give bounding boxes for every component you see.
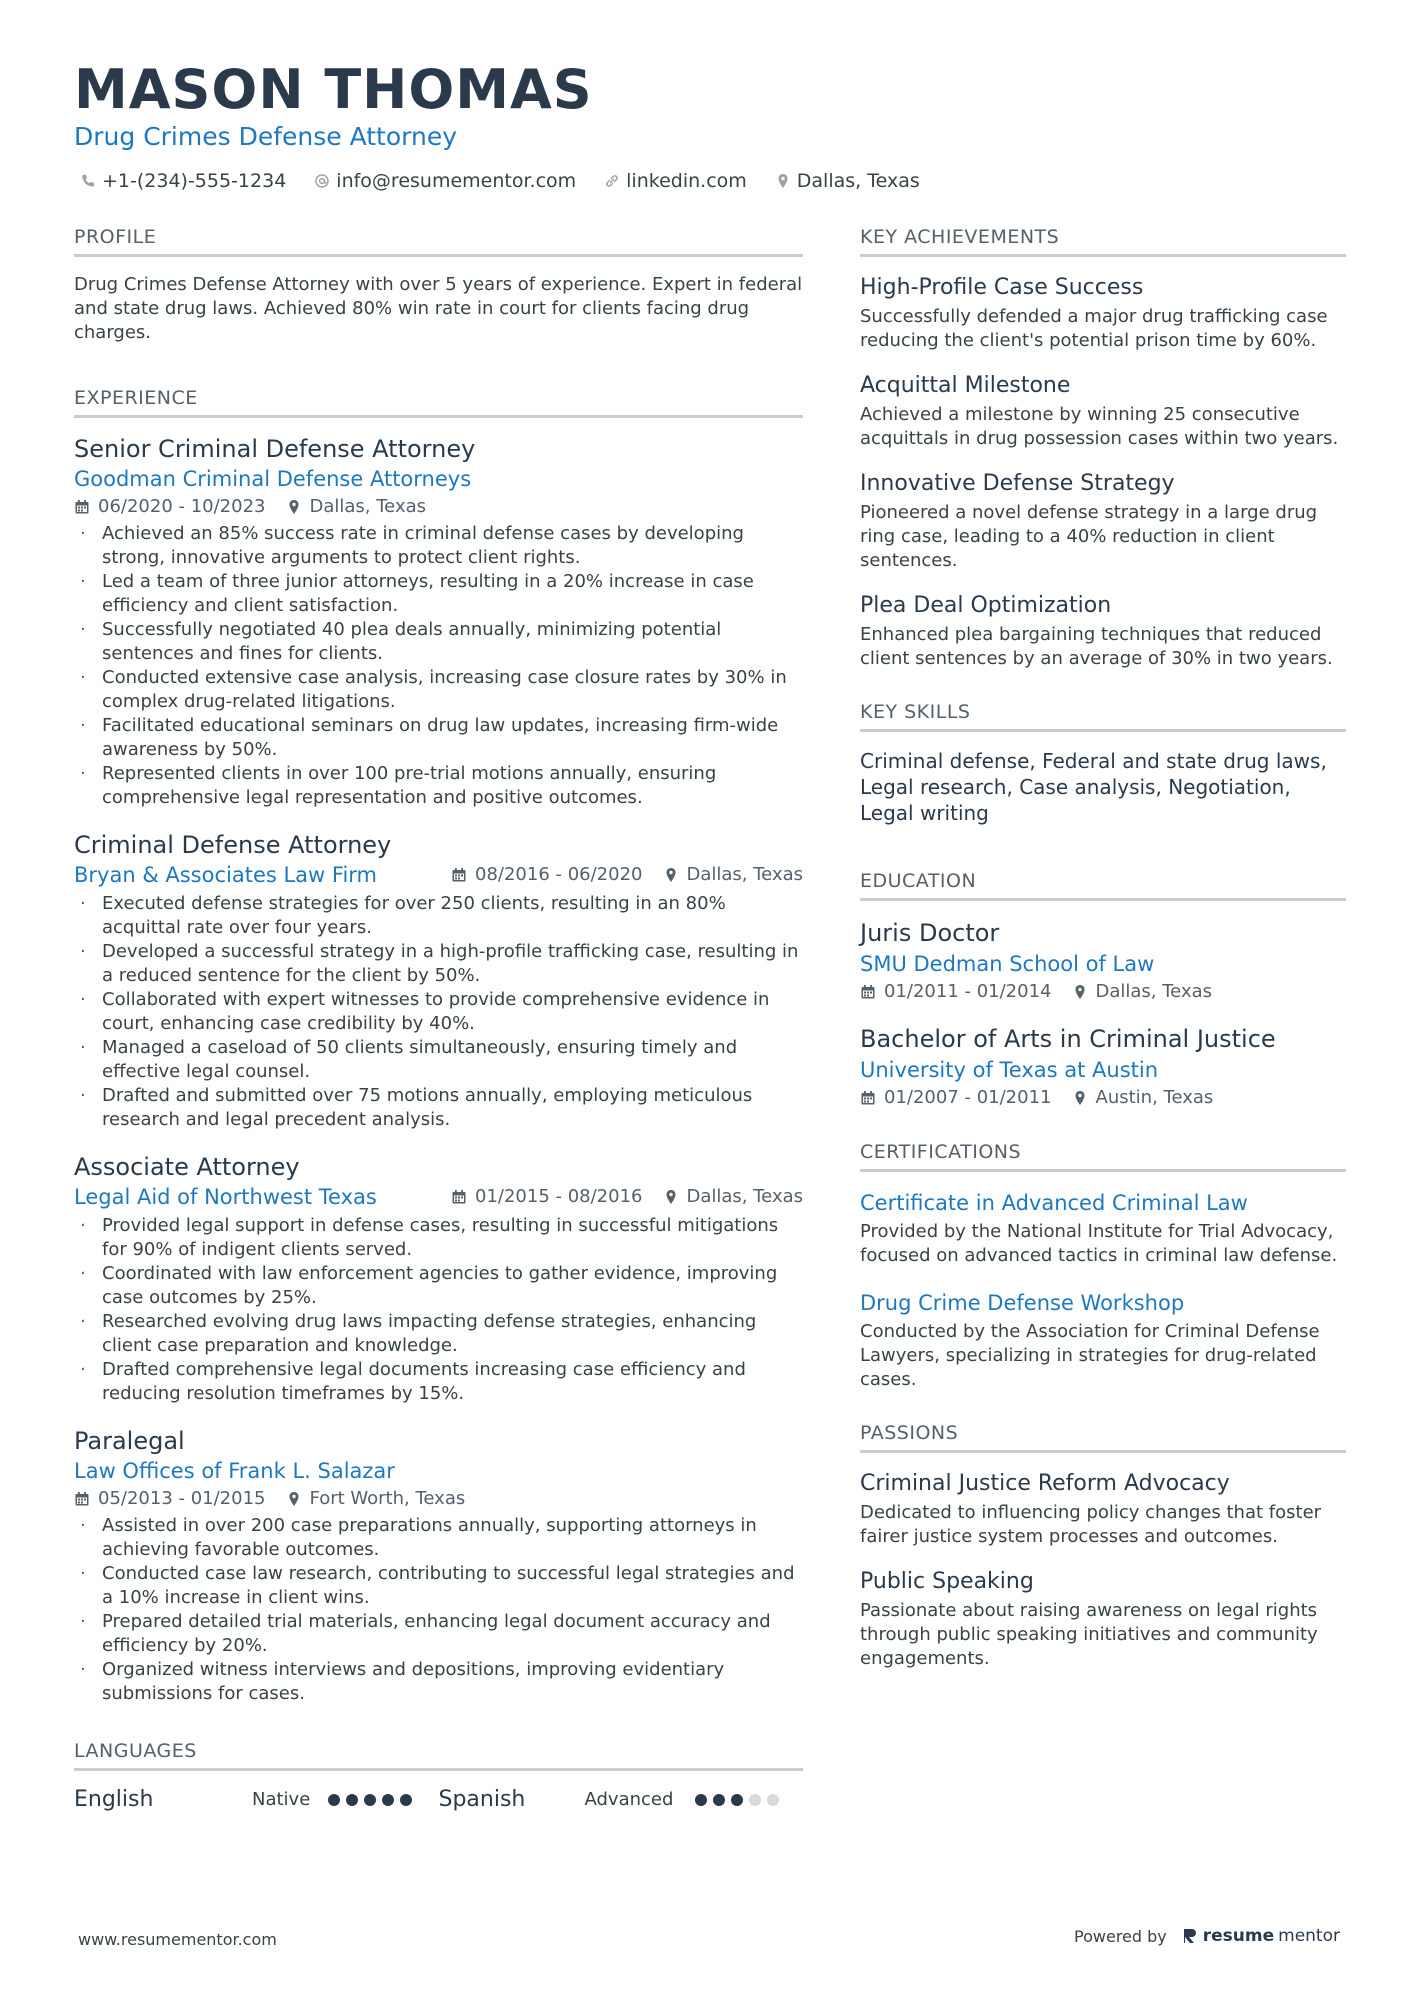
link-icon <box>604 173 620 189</box>
achievement-desc: Successfully defended a major drug trafficking case reducing the client's potential prison time by 60%. <box>860 306 1328 351</box>
section-heading: KEY SKILLS <box>860 701 1346 732</box>
rating-dot-filled <box>328 1794 340 1806</box>
achievement-item <box>860 273 1346 353</box>
location-text: Austin, Texas <box>1095 1087 1214 1108</box>
company-name: Legal Aid of Northwest Texas <box>74 1185 377 1209</box>
rating-dot-filled <box>731 1794 743 1806</box>
bullet-item: · Facilitated educational seminars on drug law updates, increasing firm-wide awareness by 50%. <box>74 714 803 762</box>
job-bullets <box>74 892 803 1132</box>
linkedin-text: linkedin.com <box>626 170 747 192</box>
calendar-icon <box>860 984 876 1000</box>
rating-dot-filled <box>695 1794 707 1806</box>
dates-text: 05/2013 - 01/2015 <box>98 1488 266 1509</box>
company-name: Law Offices of Frank L. Salazar <box>74 1459 395 1483</box>
achievement-desc: Achieved a milestone by winning 25 consecutive acquittals in drug possession cases within two years. <box>860 404 1339 449</box>
job-meta <box>74 1486 803 1512</box>
location-text: Dallas, Texas <box>309 496 426 517</box>
achievement-item <box>860 469 1346 573</box>
job-dates <box>451 862 643 888</box>
job-meta <box>451 862 803 888</box>
job-title: Senior Criminal Defense Attorney <box>74 435 476 463</box>
bullet-item: · Developed a successful strategy in a high-profile trafficking case, resulting in a reduced sentence for the client by 50%. <box>74 940 803 988</box>
job-entry <box>74 1426 803 1706</box>
language-level: Native <box>252 1789 311 1810</box>
language-level: Advanced <box>584 1789 674 1810</box>
job-dates <box>74 494 266 520</box>
rating-dot-filled <box>364 1794 376 1806</box>
location-text: Dallas, Texas <box>796 170 920 192</box>
job-dates <box>451 1184 643 1210</box>
passion-item <box>860 1567 1346 1671</box>
section-heading: EDUCATION <box>860 870 1346 901</box>
degree-title: Bachelor of Arts in Criminal Justice <box>860 1025 1276 1053</box>
job-entry <box>74 1152 803 1406</box>
location-text: Dallas, Texas <box>1095 981 1212 1002</box>
location-pin-icon <box>1072 984 1088 1000</box>
achievement-title: High-Profile Case Success <box>860 275 1144 300</box>
job-title: Associate Attorney <box>74 1153 300 1181</box>
bullet-item: · Collaborated with expert witnesses to provide comprehensive evidence in court, enhancing case credibility by 40%. <box>74 988 803 1036</box>
bullet-item: · Researched evolving drug laws impacting defense strategies, enhancing client case preparation and knowledge. <box>74 1310 803 1358</box>
bullet-item: · Organized witness interviews and depositions, improving evidentiary submissions for cases. <box>74 1658 803 1706</box>
edu-location <box>1072 1085 1214 1111</box>
language-item <box>439 1787 804 1812</box>
calendar-icon <box>74 499 90 515</box>
job-title: Criminal Defense Attorney <box>74 831 392 859</box>
rating-dot-filled <box>346 1794 358 1806</box>
certification-title: Certificate in Advanced Criminal Law <box>860 1191 1248 1215</box>
section-heading: LANGUAGES <box>74 1740 803 1771</box>
education-item <box>860 917 1346 1005</box>
right-column <box>860 226 1346 1689</box>
contact-location <box>775 170 920 192</box>
section-heading: PASSIONS <box>860 1422 1346 1453</box>
dates-text: 01/2007 - 01/2011 <box>884 1087 1052 1108</box>
bullet-item: · Managed a caseload of 50 clients simultaneously, ensuring timely and effective legal counsel. <box>74 1036 803 1084</box>
education-item <box>860 1023 1346 1111</box>
certifications-section <box>860 1141 1346 1392</box>
left-column <box>74 226 803 1812</box>
resumementor-logo-icon <box>1181 1927 1199 1945</box>
dates-text: 01/2011 - 01/2014 <box>884 981 1052 1002</box>
education-section <box>860 870 1346 1111</box>
job-title: Paralegal <box>74 1427 185 1455</box>
bullet-item: · Led a team of three junior attorneys, resulting in a 20% increase in case efficiency and client satisfaction. <box>74 570 803 618</box>
location-text: Fort Worth, Texas <box>309 1488 466 1509</box>
brand-bold-text: resume <box>1202 1926 1275 1946</box>
job-location <box>663 1184 804 1210</box>
location-pin-icon <box>286 1491 302 1507</box>
calendar-icon <box>74 1491 90 1507</box>
profile-section <box>74 226 803 345</box>
location-text: Dallas, Texas <box>686 1186 803 1207</box>
language-rating <box>695 1794 779 1806</box>
candidate-name: MASON THOMAS <box>74 58 593 121</box>
powered-by-text: Powered by <box>1074 1926 1167 1946</box>
bullet-item: · Represented clients in over 100 pre-trial motions annually, ensuring comprehensive legal representation and positive outcomes. <box>74 762 803 810</box>
footer-branding <box>1074 1926 1340 1946</box>
contact-phone[interactable] <box>80 170 286 192</box>
language-rating <box>328 1794 412 1806</box>
certification-desc: Conducted by the Association for Criminal Defense Lawyers, specializing in strategies for drug-related cases. <box>860 1321 1320 1390</box>
contact-bar <box>80 170 920 192</box>
passion-title: Criminal Justice Reform Advocacy <box>860 1471 1230 1496</box>
bullet-item: · Drafted comprehensive legal documents increasing case efficiency and reducing resolution timeframes by 15%. <box>74 1358 803 1406</box>
bullet-item: · Conducted case law research, contributing to successful legal strategies and a 10% increase in client wins. <box>74 1562 803 1610</box>
rating-dot-filled <box>400 1794 412 1806</box>
job-location <box>286 1486 466 1512</box>
footer-website[interactable]: www.resumementor.com <box>78 1930 277 1949</box>
bullet-item: · Executed defense strategies for over 250 clients, resulting in an 80% acquittal rate over four years. <box>74 892 803 940</box>
bullet-item: · Prepared detailed trial materials, enhancing legal document accuracy and efficiency by 20%. <box>74 1610 803 1658</box>
passion-item <box>860 1469 1346 1549</box>
passions-section <box>860 1422 1346 1671</box>
certification-desc: Provided by the National Institute for Trial Advocacy, focused on advanced tactics in criminal law defense. <box>860 1221 1338 1266</box>
section-heading: PROFILE <box>74 226 803 257</box>
calendar-icon <box>860 1090 876 1106</box>
job-entry <box>74 830 803 1132</box>
school-name: University of Texas at Austin <box>860 1058 1159 1082</box>
brand-logo[interactable] <box>1181 1926 1340 1946</box>
school-name: SMU Dedman School of Law <box>860 952 1155 976</box>
language-item <box>74 1787 439 1812</box>
bullet-item: · Successfully negotiated 40 plea deals annually, minimizing potential sentences and fines for clients. <box>74 618 803 666</box>
dates-text: 08/2016 - 06/2020 <box>475 864 643 885</box>
phone-text: +1-(234)-555-1234 <box>102 170 287 192</box>
achievement-title: Plea Deal Optimization <box>860 593 1112 618</box>
certification-item <box>860 1288 1346 1392</box>
company-meta-row <box>74 1182 803 1212</box>
job-meta <box>74 494 803 520</box>
company-name: Bryan & Associates Law Firm <box>74 863 378 887</box>
bullet-item: · Coordinated with law enforcement agencies to gather evidence, improving case outcomes by 25%. <box>74 1262 803 1310</box>
location-pin-icon <box>663 867 679 883</box>
achievement-desc: Enhanced plea bargaining techniques that reduced client sentences by an average of 30% in two years. <box>860 624 1333 669</box>
job-location <box>663 862 804 888</box>
languages-section <box>74 1740 803 1812</box>
achievement-title: Innovative Defense Strategy <box>860 471 1175 496</box>
location-pin-icon <box>286 499 302 515</box>
achievement-item <box>860 371 1346 451</box>
edu-location <box>1072 979 1213 1005</box>
section-heading: CERTIFICATIONS <box>860 1141 1346 1172</box>
experience-section <box>74 387 803 1706</box>
achievements-section <box>860 226 1346 671</box>
dates-text: 06/2020 - 10/2023 <box>98 496 266 517</box>
job-location <box>286 494 427 520</box>
contact-email[interactable] <box>314 170 576 192</box>
language-list <box>74 1787 803 1812</box>
phone-icon <box>80 173 96 189</box>
certification-title: Drug Crime Defense Workshop <box>860 1291 1185 1315</box>
company-name: Goodman Criminal Defense Attorneys <box>74 467 472 491</box>
location-pin-icon <box>663 1189 679 1205</box>
edu-dates <box>860 1085 1052 1111</box>
company-meta-row <box>74 860 803 890</box>
achievement-desc: Pioneered a novel defense strategy in a large drug ring case, leading to a 40% reduction in client sentences. <box>860 502 1318 571</box>
rating-dot-filled <box>382 1794 394 1806</box>
bullet-item: · Achieved an 85% success rate in criminal defense cases by developing strong, innovative arguments to protect client rights. <box>74 522 803 570</box>
job-bullets <box>74 522 803 810</box>
job-dates <box>74 1486 266 1512</box>
job-bullets <box>74 1214 803 1406</box>
contact-linkedin[interactable] <box>604 170 747 192</box>
candidate-title: Drug Crimes Defense Attorney <box>74 122 458 151</box>
section-heading: KEY ACHIEVEMENTS <box>860 226 1346 257</box>
brand-rest-text: mentor <box>1278 1926 1340 1946</box>
section-heading: EXPERIENCE <box>74 387 803 418</box>
location-pin-icon <box>775 173 791 189</box>
email-text: info@resumementor.com <box>336 170 577 192</box>
rating-dot-filled <box>713 1794 725 1806</box>
skills-section <box>860 701 1346 826</box>
bullet-item: · Conducted extensive case analysis, increasing case closure rates by 30% in complex drug-related litigations. <box>74 666 803 714</box>
calendar-icon <box>451 1189 467 1205</box>
bullet-item: · Drafted and submitted over 75 motions annually, employing meticulous research and legal precedent analysis. <box>74 1084 803 1132</box>
passion-desc: Dedicated to influencing policy changes that foster fairer justice system processes and outcomes. <box>860 1502 1322 1547</box>
dates-text: 01/2015 - 08/2016 <box>475 1186 643 1207</box>
achievement-title: Acquittal Milestone <box>860 373 1071 398</box>
bullet-item: · Assisted in over 200 case preparations annually, supporting attorneys in achieving favorable outcomes. <box>74 1514 803 1562</box>
bullet-item: · Provided legal support in defense cases, resulting in successful mitigations for 90% of indigent clients served. <box>74 1214 803 1262</box>
education-meta <box>860 1085 1346 1111</box>
edu-dates <box>860 979 1052 1005</box>
location-pin-icon <box>1072 1090 1088 1106</box>
job-meta <box>451 1184 803 1210</box>
passion-desc: Passionate about raising awareness on legal rights through public speaking initiatives and community engagements. <box>860 1600 1318 1669</box>
skills-text: Criminal defense, Federal and state drug laws, Legal research, Case analysis, Negotiation, Legal writing <box>860 749 1327 825</box>
rating-dot-empty <box>767 1794 779 1806</box>
language-name: Spanish <box>438 1787 526 1812</box>
degree-title: Juris Doctor <box>860 919 1000 947</box>
job-bullets <box>74 1514 803 1706</box>
profile-text: Drug Crimes Defense Attorney with over 5 years of experience. Expert in federal and state drug laws. Achieved 80% win rate in court for clients facing drug charges. <box>74 274 803 343</box>
achievement-item <box>860 591 1346 671</box>
location-text: Dallas, Texas <box>686 864 803 885</box>
education-meta <box>860 979 1346 1005</box>
certification-item <box>860 1188 1346 1268</box>
at-icon <box>314 173 330 189</box>
job-entry <box>74 434 803 810</box>
passion-title: Public Speaking <box>860 1569 1034 1594</box>
calendar-icon <box>451 867 467 883</box>
rating-dot-empty <box>749 1794 761 1806</box>
language-name: English <box>74 1787 154 1812</box>
